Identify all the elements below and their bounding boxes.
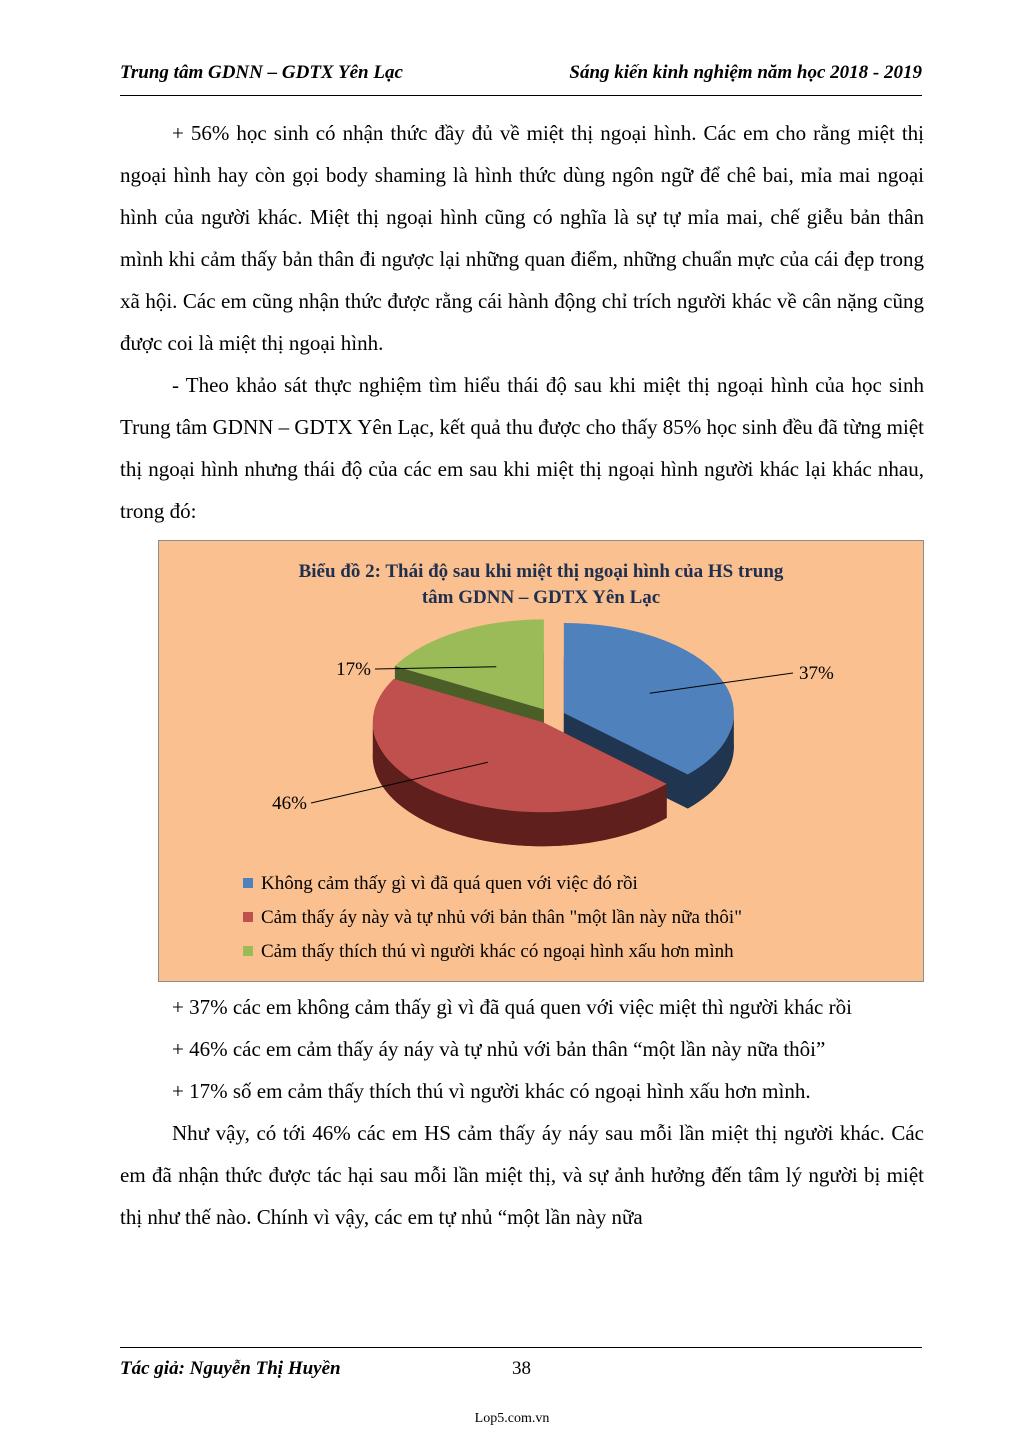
legend-label-3: Cảm thấy thích thú vì người khác có ngoại hình xấu hơn mình [261, 941, 734, 962]
page-number: 38 [512, 1358, 531, 1379]
header-school: Trung tâm GDNN – GDTX Yên Lạc [120, 62, 403, 83]
data-label-2: 46% [272, 793, 307, 814]
footer-author: Tác giả: Nguyễn Thị Huyền [120, 1358, 341, 1379]
legend-label-1: Không cảm thấy gì vì đã quá quen với việc đó rồi [261, 873, 638, 894]
data-label-3: 17% [336, 659, 371, 680]
chart-title: tâm GDNN – GDTX Yên Lạc [421, 587, 661, 608]
header-title: Sáng kiến kinh nghiệm năm học 2018 - 2019 [569, 62, 922, 83]
data-label-1: 37% [799, 663, 834, 684]
paragraph: + 17% số em cảm thấy thích thú vì người khác có ngoại hình xấu hơn mình. [172, 1079, 811, 1103]
paragraph: + 46% các em cảm thấy áy náy và tự nhủ với bản thân “một lần này nữa thôi” [172, 1037, 826, 1061]
pie-chart [158, 540, 924, 982]
paragraph: Như vậy, có tới 46% các em HS cảm thấy áy náy sau mỗi lần miệt thị người khác. Các em đã nhận thức được tác hại sau mỗi lần miệt thị, và sự ảnh hưởng đến tâm lý người bị miệt thị như thế nào. Chính vì vậy, các em tự nhủ “một lần này nữa [120, 1121, 924, 1229]
pie-chart-svg [159, 541, 923, 981]
legend-swatch-2 [243, 912, 253, 922]
chart-title: Biểu đồ 2: Thái độ sau khi miệt thị ngoại hình của HS trung [298, 561, 784, 582]
document-body [120, 112, 924, 1238]
paragraph: - Theo khảo sát thực nghiệm tìm hiểu thái độ sau khi miệt thị ngoại hình của học sinh Trung tâm GDNN – GDTX Yên Lạc, kết quả thu được cho thấy 85% học sinh đều đã từng miệt thị ngoại hình nhưng thái độ của các em sau khi miệt thị ngoại hình người khác lại khác nhau, trong đó: [120, 373, 924, 523]
legend-label-2: Cảm thấy áy này và tự nhủ với bản thân "một lần này nữa thôi" [261, 907, 742, 928]
page-header [120, 62, 922, 88]
paragraph: + 37% các em không cảm thấy gì vì đã quá quen với việc miệt thì người khác rồi [172, 995, 852, 1019]
legend-swatch-3 [243, 946, 253, 956]
footer-rule [120, 1347, 922, 1348]
site-watermark: Lop5.com.vn [474, 1411, 550, 1426]
paragraph: + 56% học sinh có nhận thức đầy đủ về miệt thị ngoại hình. Các em cho rằng miệt thị ngoại hình hay còn gọi body shaming là hình thức dùng ngôn ngữ để chê bai, mỉa mai ngoại hình của người khác. Miệt thị ngoại hình cũng có nghĩa là sự tự mỉa mai, chế giễu bản thân mình khi cảm thấy bản thân đi ngược lại những quan điểm, những chuẩn mực của cái đẹp trong xã hội. Các em cũng nhận thức được rằng cái hành động chỉ trích người khác về cân nặng cũng được coi là miệt thị ngoại hình. [120, 121, 924, 355]
legend-swatch-1 [243, 878, 253, 888]
header-rule [120, 95, 922, 96]
